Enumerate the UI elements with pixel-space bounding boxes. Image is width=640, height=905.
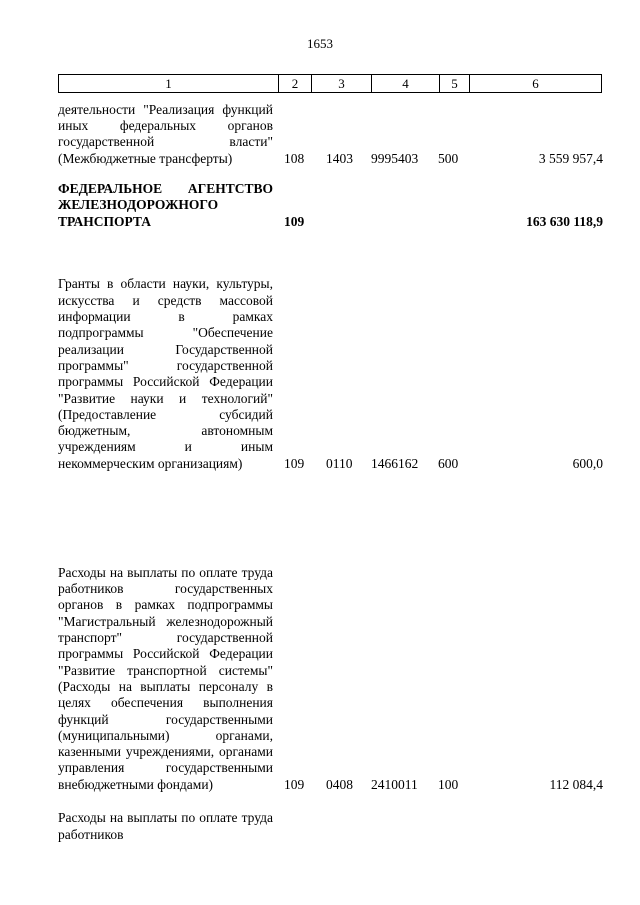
header-col-1: 1 bbox=[58, 74, 279, 93]
amount-value: 600,0 bbox=[572, 455, 603, 471]
section-code: 0110 bbox=[326, 455, 353, 471]
header-col-5: 5 bbox=[439, 74, 470, 93]
header-col-6: 6 bbox=[469, 74, 602, 93]
expense-type-code: 500 bbox=[438, 150, 459, 166]
row-description: деятельности "Реализация функций иных федеральных органов государственной власти" (Межбюджетные трансферты) bbox=[58, 101, 273, 166]
amount-value: 163 630 118,9 bbox=[526, 213, 603, 229]
target-code: 2410011 bbox=[371, 776, 418, 792]
amount-value: 112 084,4 bbox=[549, 776, 603, 792]
amount-value: 3 559 957,4 bbox=[538, 150, 603, 166]
section-code: 0408 bbox=[326, 776, 353, 792]
table-row bbox=[58, 93, 603, 167]
ministry-code: 109 bbox=[284, 455, 305, 471]
table-row bbox=[58, 245, 603, 472]
budget-table bbox=[58, 93, 603, 843]
expense-type-code: 600 bbox=[438, 455, 459, 471]
section-code: 1403 bbox=[326, 150, 353, 166]
table-row bbox=[58, 807, 603, 843]
expense-type-code: 100 bbox=[438, 776, 459, 792]
header-col-4: 4 bbox=[371, 74, 440, 93]
target-code: 1466162 bbox=[371, 455, 419, 471]
ministry-code: 108 bbox=[284, 150, 305, 166]
row-description: Гранты в области науки, культуры, искусства и средств массовой информации в рамках подпрограммы "Обеспечение реализации Государственной программы" государственной программы Российской Федерации "Развитие науки и технологий" (Предоставление субсидий бюджетным, автономным учреждениям и иным некоммерческим организациям) bbox=[58, 276, 273, 471]
table-row bbox=[58, 486, 603, 793]
table-row-agency bbox=[58, 181, 603, 230]
target-code: 9995403 bbox=[371, 150, 419, 166]
header-col-2: 2 bbox=[278, 74, 312, 93]
ministry-code: 109 bbox=[284, 213, 305, 229]
row-description: ФЕДЕРАЛЬНОЕ АГЕНТСТВО ЖЕЛЕЗНОДОРОЖНОГО ТРАНСПОРТА bbox=[58, 181, 273, 229]
header-col-3: 3 bbox=[311, 74, 372, 93]
row-description: Расходы на выплаты по оплате труда работников bbox=[58, 810, 273, 842]
page-number: 1653 bbox=[307, 36, 333, 51]
row-description: Расходы на выплаты по оплате труда работников государственных органов в рамках подпрограммы "Магистральный железнодорожный транспорт" государственной программы Российской Федерации "Развитие транспортной системы" (Расходы на выплаты персоналу в целях обеспечения выполнения функций государственными (муниципальными) органами, казенными учреждениями, органами управления государственными внебюджетными фондами) bbox=[58, 564, 273, 792]
ministry-code: 109 bbox=[284, 776, 305, 792]
